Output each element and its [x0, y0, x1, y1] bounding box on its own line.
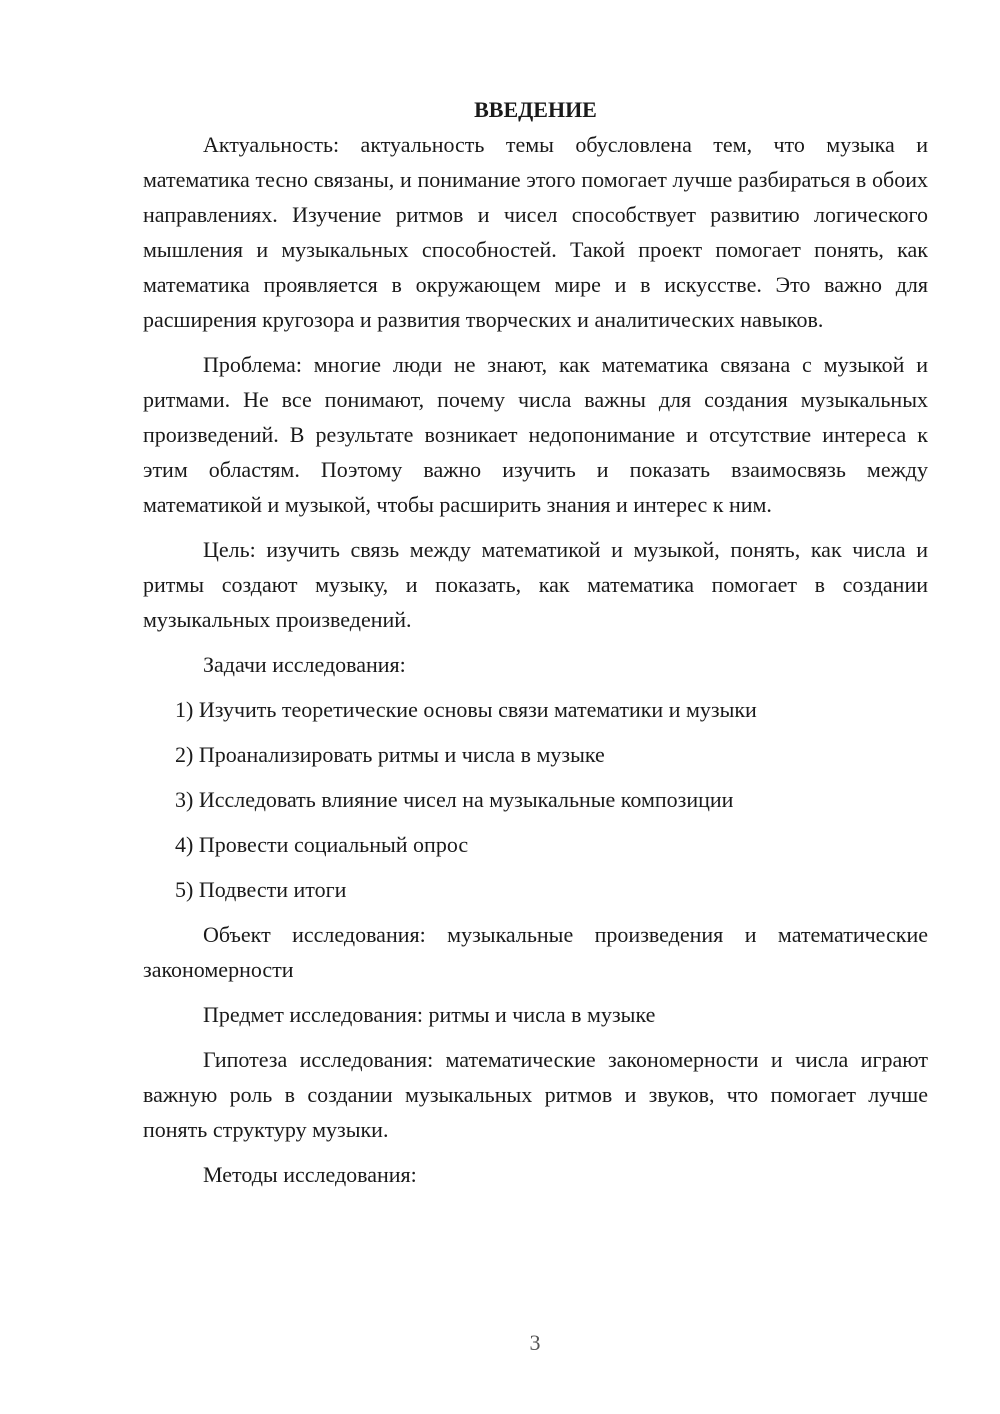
tasks-list — [143, 692, 928, 907]
list-item: 3) Исследовать влияние чисел на музыкальные композиции — [175, 787, 734, 812]
document-page — [143, 92, 928, 1202]
list-item: 4) Провести социальный опрос — [175, 832, 469, 857]
list-item: 2) Проанализировать ритмы и числа в музыке — [175, 742, 605, 767]
section-title: ВВЕДЕНИЕ — [474, 97, 597, 122]
goal-paragraph: Цель: изучить связь между математикой и музыкой, понять, как числа и ритмы создают музыку, и показать, как математика помогает в создании музыкальных произведений. — [143, 537, 928, 632]
tasks-heading: Задачи исследования: — [203, 652, 406, 677]
subject-paragraph: Предмет исследования: ритмы и числа в музыке — [203, 1002, 656, 1027]
object-paragraph: Объект исследования: музыкальные произведения и математические закономерности — [143, 922, 928, 982]
methods-heading: Методы исследования: — [203, 1162, 417, 1187]
list-item: 1) Изучить теоретические основы связи математики и музыки — [175, 697, 757, 722]
problem-paragraph: Проблема: многие люди не знают, как математика связана с музыкой и ритмами. Не все понимают, почему числа важны для создания музыкальных произведений. В результате возникает недопонимание и отсутствие интереса к этим областям. Поэтому важно изучить и показать взаимосвязь между математикой и музыкой, чтобы расширить знания и интерес к ним. — [143, 352, 928, 517]
list-item: 5) Подвести итоги — [175, 877, 347, 902]
page-number: 3 — [529, 1330, 541, 1355]
relevance-paragraph: Актуальность: актуальность темы обусловлена тем, что музыка и математика тесно связаны, и понимание этого помогает лучше разбираться в обоих направлениях. Изучение ритмов и чисел способствует развитию логического мышления и музыкальных способностей. Такой проект помогает понять, как математика проявляется в окружающем мире и в искусстве. Это важно для расширения кругозора и развития творческих и аналитических навыков. — [143, 132, 928, 332]
hypothesis-paragraph: Гипотеза исследования: математические закономерности и числа играют важную роль в создании музыкальных ритмов и звуков, что помогает лучше понять структуру музыки. — [143, 1047, 928, 1142]
